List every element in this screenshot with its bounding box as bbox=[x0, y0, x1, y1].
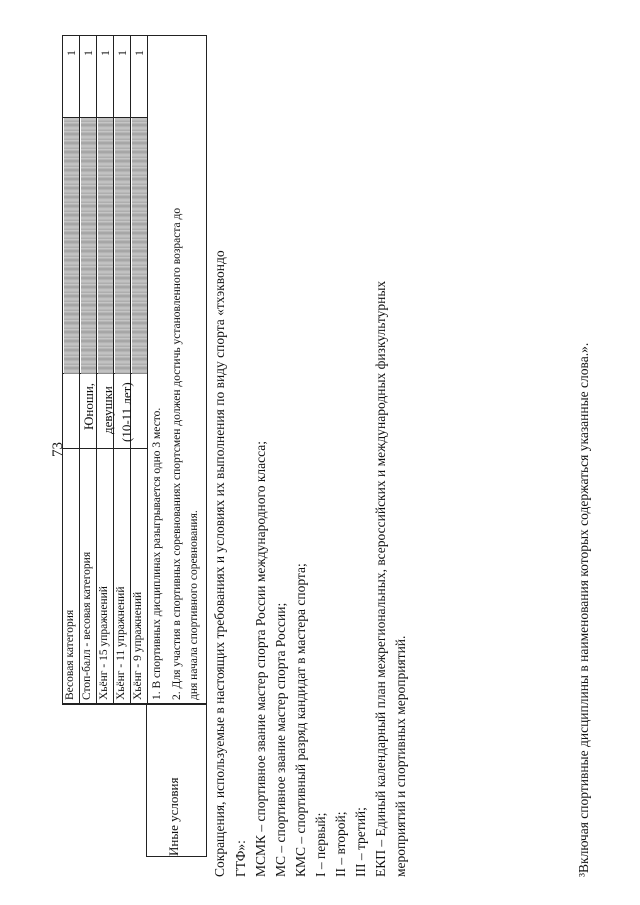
condition-line: дня начала спортивного соревнования. bbox=[188, 510, 200, 700]
table-row-value: 1 bbox=[98, 50, 112, 56]
age-group-line: Юноши, bbox=[81, 382, 96, 430]
abbreviations-intro: ГТФ»: bbox=[233, 840, 248, 877]
page-number: 73 bbox=[50, 442, 66, 457]
abbreviation-item: ЕКП – Единый календарный план межрегиональных, всероссийских и международных физкультурных bbox=[373, 280, 388, 877]
table-row-label: Хьёнг - 9 упражнений bbox=[132, 591, 144, 700]
abbreviation-item: МСМК – спортивное звание мастер спорта России международного класса; bbox=[253, 440, 268, 877]
disciplines-table bbox=[62, 35, 207, 856]
abbreviation-item: II – второй; bbox=[333, 811, 348, 877]
condition-line: 2. Для участия в спортивных соревнованиях спортсмен должен достичь установленного возраста до bbox=[171, 207, 183, 700]
table-row-value: 1 bbox=[64, 50, 78, 56]
table-row-label: Стоп-балл - весовая категория bbox=[81, 551, 93, 700]
table-row-label: Весовая категория bbox=[64, 609, 76, 700]
footnote: ³Включая спортивные дисциплины в наименования которых содержаться указанные слова.». bbox=[576, 342, 591, 877]
other-conditions-label: Иные условия bbox=[166, 777, 181, 856]
table-row-value: 1 bbox=[115, 50, 129, 56]
abbreviation-item: КМС – спортивный разряд кандидат в мастера спорта; bbox=[293, 563, 308, 877]
age-group-line: (10-11 лет) bbox=[119, 382, 134, 442]
other-conditions-cell bbox=[146, 704, 207, 857]
abbreviation-item: I – первый; bbox=[313, 812, 328, 877]
condition-line: 1. В спортивных дисциплинах разыгрывается одно 3 место. bbox=[151, 407, 163, 700]
abbreviation-item: МС – спортивное звание мастер спорта России; bbox=[273, 602, 288, 877]
abbreviation-item: III – третий; bbox=[353, 807, 368, 877]
table-row-label: Хьёнг - 11 упражнений bbox=[115, 586, 127, 700]
table-row-label: Хьёнг - 15 упражнений bbox=[98, 586, 110, 700]
table-row-value: 1 bbox=[81, 50, 95, 56]
abbreviation-item: мероприятий и спортивных мероприятий. bbox=[393, 635, 408, 877]
age-group-line: девушки bbox=[100, 386, 115, 434]
table-row-value: 1 bbox=[132, 50, 146, 56]
abbreviations-intro: Сокращения, используемые в настоящих требованиях и условиях их выполнения по виду спорта «тхэквондо bbox=[212, 250, 227, 877]
